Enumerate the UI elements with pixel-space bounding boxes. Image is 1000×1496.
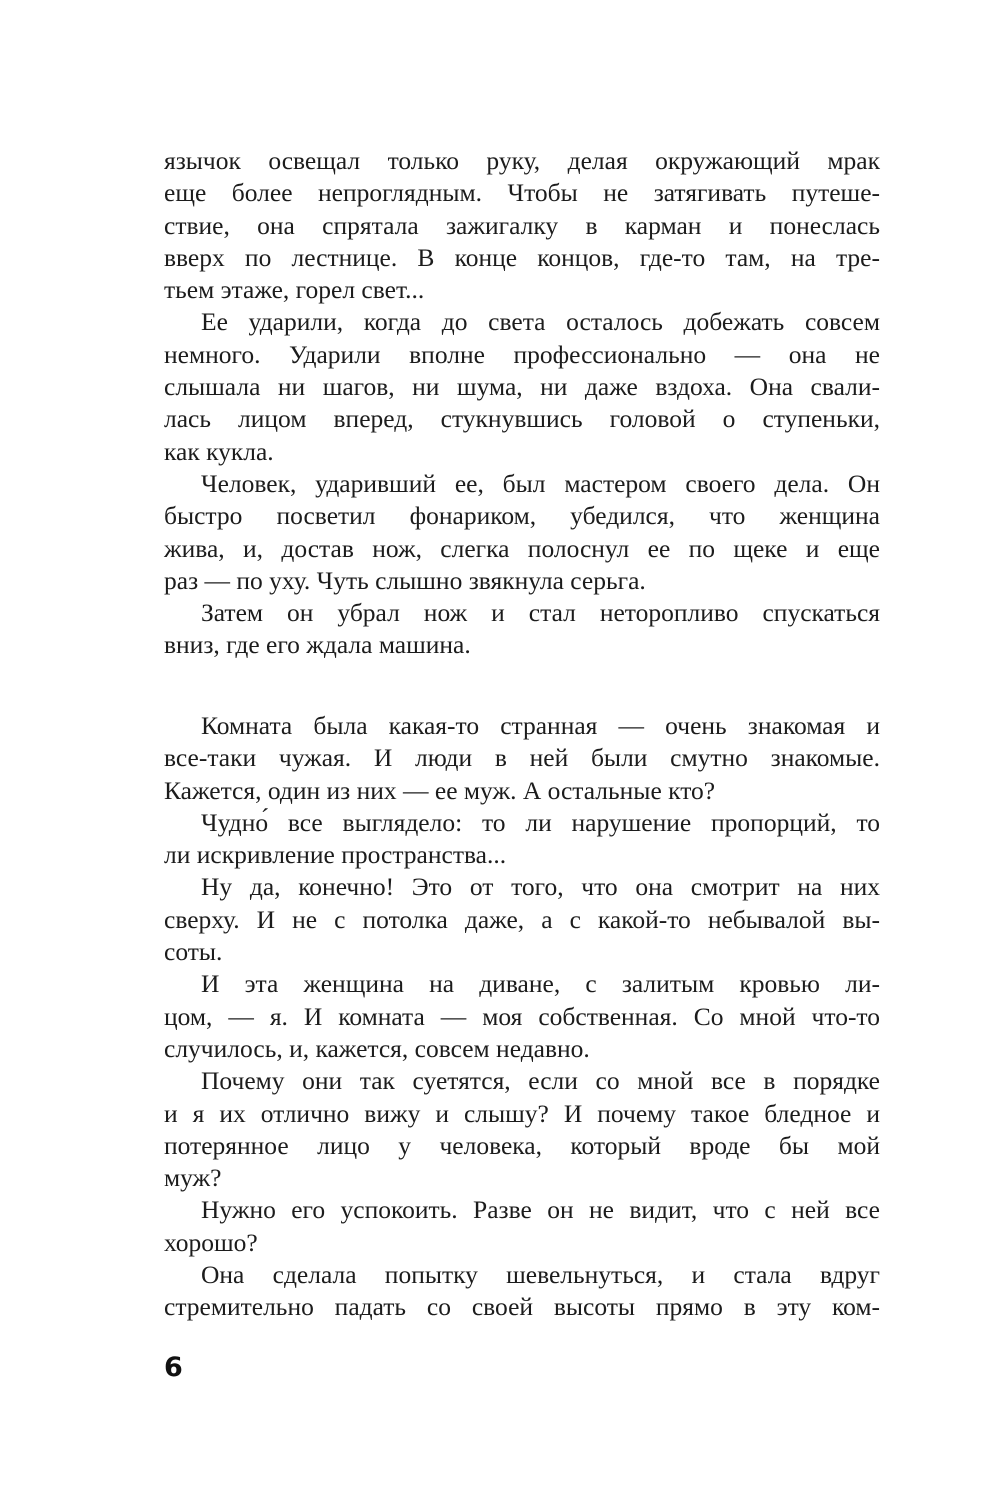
text-line: жива, и, достав нож, слегка полоснул ее по щеке и еще [164,533,880,563]
text-line: язычок освещал только руку, делая окружающий мрак [164,146,880,175]
paragraph [164,1259,880,1324]
paragraph [164,468,880,597]
paragraph [164,871,880,968]
text-line: слышала ни шагов, ни шума, ни даже вздоха. Она свали- [164,372,880,402]
text-line: Кажется, один из них — ее муж. А остальные кто? [164,775,716,805]
text-section-2 [164,710,880,1324]
text-line: стремительно падать со своей высоты прямо в эту ком- [164,1292,880,1322]
text-line: Она сделала попытку шевельнуться, и стала вдруг [201,1260,880,1290]
paragraph [164,968,880,1065]
text-line: все-таки чужая. И люди в ней были смутно знакомые. [164,743,880,773]
text-line: хорошо? [164,1227,258,1257]
text-line: И эта женщина на диване, с залитым кровью ли- [201,969,880,999]
text-line: потерянное лицо у человека, который вроде бы мой [164,1130,880,1160]
text-line: немного. Ударили вполне профессионально — она не [164,339,880,369]
text-line: раз — по уху. Чуть слышно звякнула серьга. [164,565,646,595]
text-line: Чудно́ все выглядело: то ли нарушение пропорций, то [201,807,880,837]
text-line: быстро посветил фонариком, убедился, что женщина [164,501,880,531]
text-line: Нужно его успокоить. Разве он не видит, что с ней все [201,1195,880,1225]
text-line: и я их отлично вижу и слышу? И почему такое бледное и [164,1098,880,1128]
paragraph [164,1194,880,1259]
text-line: еще более непроглядным. Чтобы не затягивать путеше- [164,178,880,208]
text-line: сверху. И не с потолка даже, а с какой-то небывалой вы- [164,904,880,934]
text-line: муж? [164,1163,222,1193]
text-line: как кукла. [164,436,274,466]
paragraph [164,807,880,872]
paragraph [164,710,880,807]
text-line: ли искривление пространства... [164,840,507,870]
text-line: Ее ударили, когда до света осталось добежать совсем [201,307,880,337]
text-line: соты. [164,937,223,967]
text-line: лась лицом вперед, стукнувшись головой о ступеньки, [164,404,880,434]
page-number: 6 [164,1352,183,1383]
text-line: ствие, она спрятала зажигалку в карман и понеслась [164,210,880,240]
text-line: цом, — я. И комната — моя собственная. Со мной что-то [164,1001,880,1031]
text-line: вверх по лестнице. В конце концов, где-то там, на тре- [164,242,880,272]
text-line: Человек, ударивший ее, был мастером своего дела. Он [201,468,880,498]
paragraph [164,1065,880,1194]
text-line: тьем этаже, горел свет... [164,275,425,305]
paragraph [164,145,880,306]
text-section-1 [164,145,880,662]
text-line: случилось, и, кажется, совсем недавно. [164,1033,590,1063]
paragraph [164,597,880,662]
text-line: вниз, где его ждала машина. [164,630,471,660]
text-line: Почему они так суетятся, если со мной все в порядке [201,1066,880,1096]
paragraph [164,306,880,467]
text-line: Ну да, конечно! Это от того, что она смотрит на них [201,872,880,902]
text-line: Комната была какая-то странная — очень знакомая и [201,711,880,740]
text-line: Затем он убрал нож и стал неторопливо спускаться [201,598,880,628]
